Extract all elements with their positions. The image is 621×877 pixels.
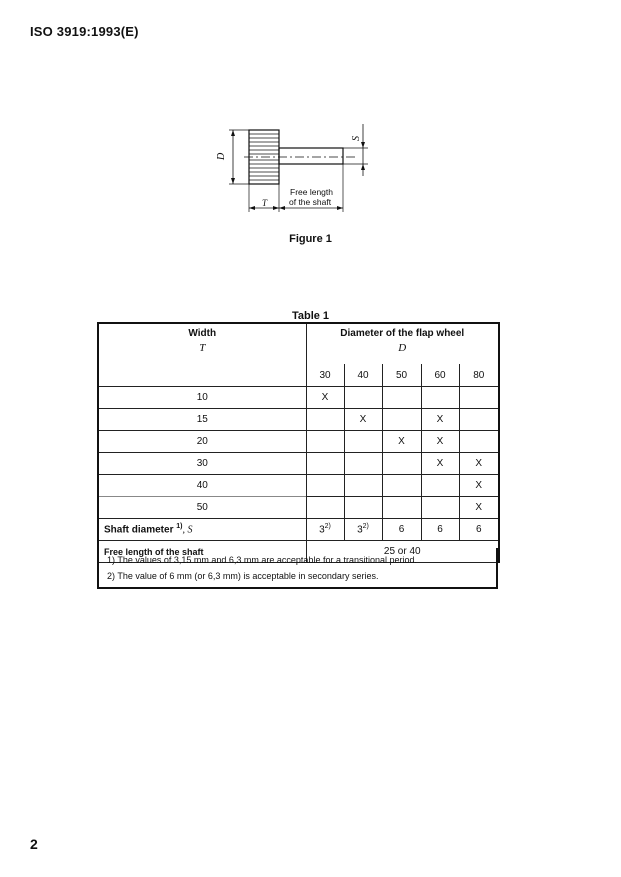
table-cell bbox=[382, 497, 421, 519]
free-length-value: 25 or 40 bbox=[306, 541, 499, 563]
table-cell: X bbox=[421, 431, 459, 453]
shaft-label-note: 1) bbox=[176, 523, 183, 531]
table-cell bbox=[306, 475, 344, 497]
document-id: ISO 3919:1993(E) bbox=[30, 24, 139, 39]
label-s: S bbox=[351, 136, 362, 141]
label-t: T bbox=[262, 198, 268, 208]
shaft-value: 6 bbox=[421, 519, 459, 541]
footnote-1: 1) The values of 3,15 mm and 6,3 mm are acceptable for a transitional period. bbox=[107, 555, 417, 565]
table-cell bbox=[306, 453, 344, 475]
wheel-body bbox=[249, 130, 279, 184]
diameter-symbol: D bbox=[398, 342, 407, 354]
shaft-value-note: 2) bbox=[362, 523, 369, 531]
table-cell: X bbox=[459, 497, 499, 519]
table-caption: Table 1 bbox=[291, 310, 330, 322]
width-value: 30 bbox=[98, 453, 306, 475]
wheel-flaps bbox=[249, 134, 279, 180]
table-cell bbox=[306, 409, 344, 431]
wheel-shaft bbox=[279, 148, 343, 164]
table-cell bbox=[306, 497, 344, 519]
table-cell bbox=[459, 387, 499, 409]
flap-wheel-table bbox=[97, 322, 500, 563]
table-cell bbox=[344, 497, 382, 519]
shaft-diameter-row bbox=[98, 519, 499, 541]
shaft-value: 6 bbox=[459, 519, 499, 541]
table-row bbox=[98, 431, 499, 453]
table-cell bbox=[421, 387, 459, 409]
diameter-col-50: 50 bbox=[382, 364, 421, 387]
table-cell: X bbox=[382, 431, 421, 453]
table-footnotes bbox=[97, 548, 498, 589]
shaft-diameter-label bbox=[98, 519, 306, 541]
diameter-col-80: 80 bbox=[459, 364, 499, 387]
diameter-heading: Diameter of the flap wheel bbox=[340, 328, 465, 339]
width-header-cell bbox=[98, 323, 306, 387]
table-cell bbox=[306, 431, 344, 453]
table-cell: X bbox=[421, 409, 459, 431]
table-cell: X bbox=[459, 475, 499, 497]
diameter-col-60: 60 bbox=[421, 364, 459, 387]
table-cell bbox=[382, 475, 421, 497]
width-value: 10 bbox=[98, 387, 306, 409]
diameter-col-40: 40 bbox=[344, 364, 382, 387]
table-row bbox=[98, 387, 499, 409]
table-row bbox=[98, 497, 499, 519]
table-cell: X bbox=[421, 453, 459, 475]
table-cell bbox=[382, 453, 421, 475]
table-cell: X bbox=[306, 387, 344, 409]
table-cell bbox=[459, 431, 499, 453]
shaft-label-symbol: , S bbox=[182, 524, 193, 536]
free-length-label: Free length of the shaft bbox=[98, 541, 306, 563]
footnote-2: 2) The value of 6 mm (or 6,3 mm) is acceptable in secondary series. bbox=[107, 571, 379, 581]
label-d: D bbox=[216, 152, 227, 160]
width-value: 15 bbox=[98, 409, 306, 431]
table-cell bbox=[344, 453, 382, 475]
width-heading: Width bbox=[188, 328, 217, 339]
shaft-value: 3$^{2)}$ bbox=[344, 519, 382, 541]
table-cell bbox=[421, 475, 459, 497]
table-cell: X bbox=[344, 409, 382, 431]
width-value: 40 bbox=[98, 475, 306, 497]
shaft-label-text: Shaft diameter bbox=[104, 524, 174, 536]
table-cell: X bbox=[459, 453, 499, 475]
table-cell bbox=[382, 409, 421, 431]
width-symbol: T bbox=[199, 342, 206, 354]
diameter-col-30: 30 bbox=[306, 364, 344, 387]
width-value: 20 bbox=[98, 431, 306, 453]
shaft-value: 6 bbox=[382, 519, 421, 541]
shaft-value: 3$^{2)}$ bbox=[306, 519, 344, 541]
table-cell bbox=[421, 497, 459, 519]
page-number: 2 bbox=[30, 836, 38, 852]
label-free-length-1: Free length bbox=[290, 187, 333, 197]
table-cell bbox=[382, 387, 421, 409]
width-value: 50 bbox=[98, 497, 306, 519]
table-cell bbox=[344, 475, 382, 497]
table-cell bbox=[344, 387, 382, 409]
table-row bbox=[98, 475, 499, 497]
table-cell bbox=[344, 431, 382, 453]
label-free-length-2: of the shaft bbox=[289, 197, 332, 207]
table-row bbox=[98, 453, 499, 475]
table-row bbox=[98, 409, 499, 431]
shaft-value-note: 2) bbox=[324, 523, 331, 531]
figure-caption: Figure 1 bbox=[289, 233, 332, 245]
table-cell bbox=[459, 409, 499, 431]
diameter-header-cell bbox=[306, 323, 499, 364]
